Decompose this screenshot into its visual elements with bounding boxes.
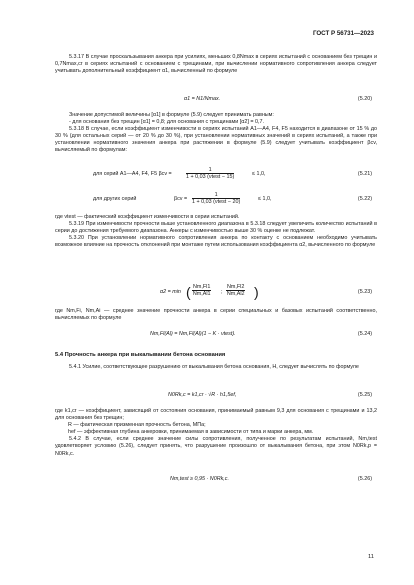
fraction-numerator: Nm,Fl2	[227, 284, 245, 290]
where-k1cr: где k1,cr — коэффициент, зависящий от состояния основания, принимаемый равным 9,3 для основания с трещинами и 13,2 для основания без трещин;	[55, 408, 377, 422]
equation-fraction-1	[192, 284, 211, 297]
where-r: R — фактическая призменная прочность бетона, МПа;	[68, 422, 206, 429]
equation-lhs: α2 = min	[160, 289, 181, 295]
paragraph-text: 5.3.17 В случае проскальзывания анкера при усилиях, меньших 0,8Nmax в сериях испытаний с основанием без трещин и 0,7Nmax,cr в сериях испытаний с основанием с трещинами, при вычислении нормативного сопротивления анкера следует учитывать дополнительный коэффициент α1, вычисленный по формуле	[55, 54, 377, 75]
equation-label: для других серий	[93, 196, 137, 202]
paragraph-text: Значение допустимой величины [α1] в формуле (5.9) следует принимать равным:	[69, 112, 274, 118]
fraction-denominator: 1 + 0,03 (νtest − 20)	[192, 199, 241, 205]
equation-number: (5.25)	[357, 392, 372, 398]
paragraph-text: где Nm,Fi, Nm,Ai — среднее значение прочности анкера в серии специальных и базовых испытаний соответственно, вычисляемых по формуле	[55, 308, 377, 322]
document-id: ГОСТ Р 56731—2023	[312, 30, 374, 37]
paragraph-text: - для основания без трещин [α1] = 0,8; для основания с трещинами [α2] = 0,7.	[69, 119, 264, 126]
equation-fraction	[192, 192, 240, 205]
fraction-numerator: 1	[186, 167, 234, 174]
equation-label: для серий А1—А4, F4, F5 βcv =	[93, 171, 172, 177]
paragraph-5-4-1	[55, 364, 377, 371]
where-hef: hef — эффективная глубина анкеровки, принимаемая в зависимости от типа и марки анкера, мм.	[68, 429, 314, 436]
fraction-numerator: Nm,Fl1	[193, 284, 211, 290]
paragraph-5-3-19: 5.3.19 При изменчивости прочности выше установленного диапазона в 5.3.18 следует увеличить количество испытаний в серии до достижения требуемого диапазона. Анкеры с изменчивостью выше 30 % оценке не подлежат.	[55, 221, 377, 235]
equation-relation: ≤ 1,0,	[252, 171, 266, 177]
paragraph-where-nm	[55, 308, 377, 322]
equation-5-20	[0, 96, 414, 112]
equation-formula: Nm,test ≥ 0,95 · N0Rk,c.	[170, 476, 229, 482]
equation-formula: N0Rk,c = k1,cr · √R · h1,5ef,	[168, 392, 237, 398]
section-heading: 5.4 Прочность анкера при выкалывании бетона основания	[55, 352, 226, 358]
equation-fraction-2	[226, 284, 245, 297]
equation-relation: ≤ 1,0,	[258, 196, 272, 202]
equation-5-23	[0, 283, 414, 303]
paragraph-where-vtest	[55, 214, 377, 249]
equation-formula: α1 = N1/Nmax.	[184, 96, 221, 102]
paragraph-5-4-2: 5.4.2 В случае, если среднее значение силы сопротивления, полученное по результатам испытаний, Nm,test удовлетворяет условию (5.26), следует принять, что разрушение произошло от выкалывания бетона, при этом N0Rk,p = N0Rk,c.	[55, 436, 377, 457]
paragraph-allowed-value	[55, 112, 377, 155]
paragraph-5-3-17	[55, 54, 377, 75]
paragraph-5-3-18: 5.3.18 В случае, если коэффициент изменчивости в сериях испытаний А1—А4, F4, F5 находится в диапазоне от 15 % до 30 % (для остальных серий — от 20 % до 30 %), при установлении нормативных значений в сериях испытаний, а также при установлении нормативного значения анкера при растяжении в формуле (5.9) следует учитывать коэффициент βcv, вычисляемый по формулам:	[55, 126, 377, 154]
equation-5-21	[0, 167, 414, 183]
fraction-denominator: Nm,Al2	[226, 291, 245, 297]
equation-number: (5.22)	[357, 196, 372, 202]
equation-number: (5.23)	[357, 289, 372, 295]
equation-number: (5.21)	[357, 171, 372, 177]
equation-number: (5.24)	[357, 331, 372, 337]
separator: ;	[221, 289, 223, 295]
equation-5-25	[0, 386, 414, 404]
equation-5-22	[0, 192, 414, 208]
equation-number: (5.20)	[357, 96, 372, 102]
fraction-denominator: 1 + 0,03 (νtest − 15)	[186, 174, 235, 180]
equation-lhs: βcv =	[174, 196, 188, 202]
equation-5-26	[0, 476, 414, 492]
equation-5-24	[0, 331, 414, 347]
paragraph-text: 5.4.1 Усилие, соответствующее разрушению от выкалывания бетона основания, Н, следует вычислять по формуле	[69, 364, 359, 370]
equation-fraction	[186, 167, 234, 180]
left-paren: (	[186, 284, 191, 300]
fraction-numerator: 1	[192, 192, 240, 199]
right-paren: )	[254, 284, 259, 300]
paragraph-text: где νtest — фактический коэффициент изменчивости в серии испытаний.	[55, 214, 240, 220]
paragraph-where-k1	[55, 408, 377, 458]
page-number: 11	[367, 554, 374, 560]
equation-number: (5.26)	[357, 476, 372, 482]
equation-formula: Nm,Fl(Al) = Nm,Fl(Al)(1 − K · νtest).	[150, 331, 236, 337]
fraction-denominator: Nm,Al1	[192, 291, 211, 297]
paragraph-5-3-20: 5.3.20 При установлении нормативного сопротивления анкера по контакту с основанием необходимо учитывать возможное влияние на прочность отклонений при монтаже путем использования коэффициента α2, вычисленного по формуле	[55, 235, 377, 249]
